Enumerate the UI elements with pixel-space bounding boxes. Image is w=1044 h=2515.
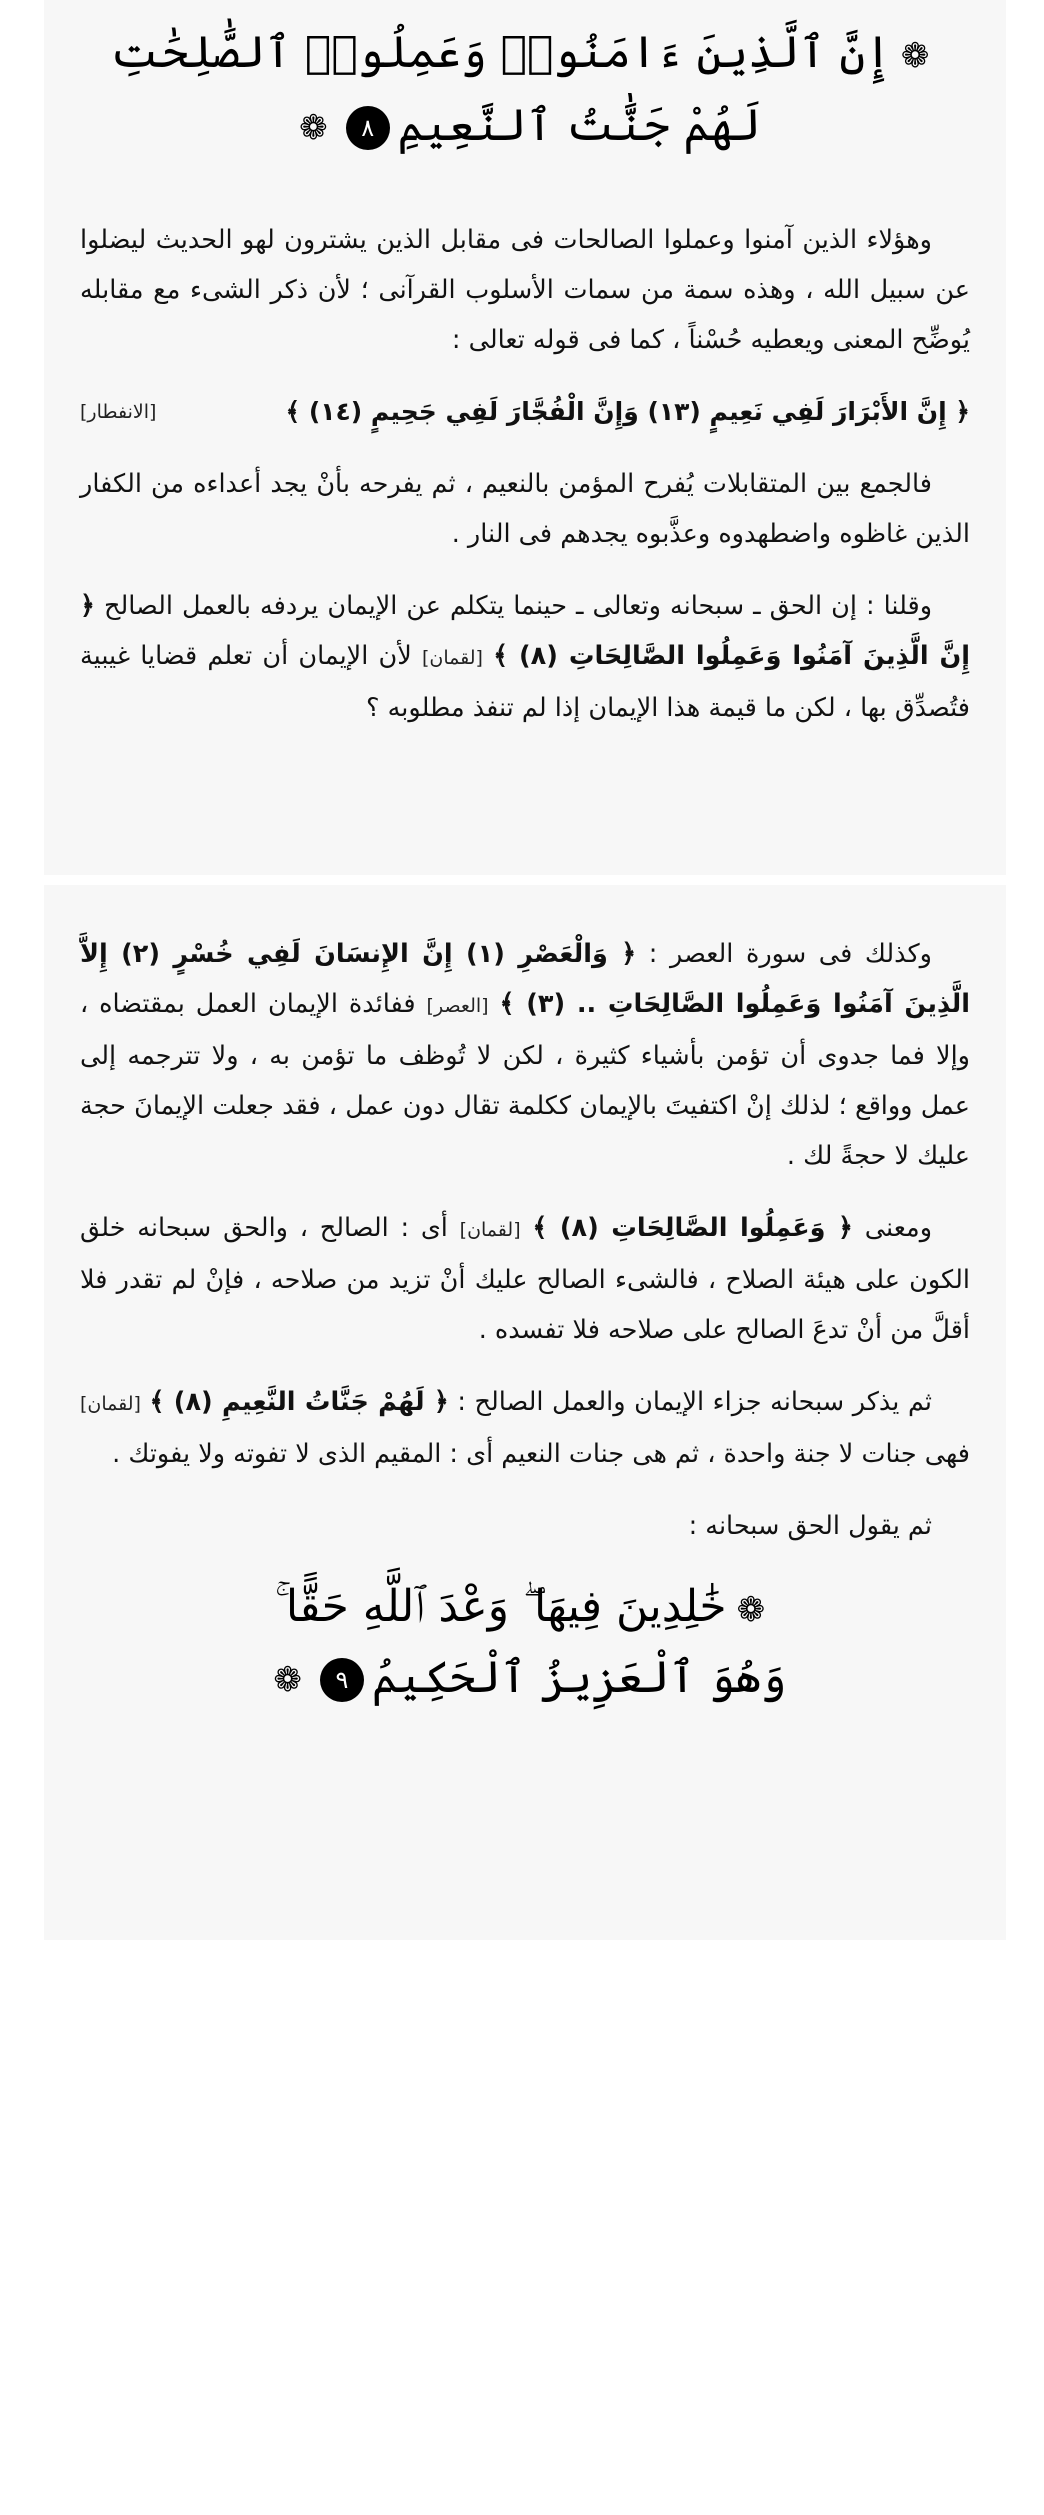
paragraph: وقلنا : إن الحق ـ سبحانه وتعالى ـ حينما يتكلم عن الإيمان يردفه بالعمل الصالح ﴿ إِنَّ الَّذِينَ آمَنُوا وَعَمِلُوا الصَّالِحَاتِ (٨) ﴾ [لقمان] لأن الإيمان أن تعلم قضايا غيبية فتُصدِّق بها ، لكن ما قيمة هذا الإيمان إذا لم تنفذ مطلوبه ؟ [80, 591, 971, 723]
verse-line: إِنَّ ٱلَّذِينَ ءَامَنُوا۟ وَعَمِلُوا۟ ٱلصَّٰلِحَٰتِ [110, 27, 891, 78]
paragraph: ومعنى ﴿ وَعَمِلُوا الصَّالِحَاتِ (٨) ﴾ [لقمان] أى : الصالح ، والحق سبحانه خلق الكون على هيئة الصلاح ، فالشىء الصالح عليك أنْ تزيد من صلاحه ، فإنْ لم تقدر فلا أقلَّ من أنْ تدعَ الصالح على صلاحه فلا تفسده . [80, 1213, 970, 1345]
paragraph: فالجمع بين المتقابلات يُفرح المؤمن بالنعيم ، ثم يفرحه بأنْ يجد أعداءه من الكفار الذين غاظوه واضطهدوه وعذَّبوه يجدهم فى النار . [80, 469, 970, 549]
quoted-verse: ﴿ وَالْعَصْرِ (١) إِنَّ الإِنسَانَ لَفِي خُسْرٍ (٢) إِلاَّ الَّذِينَ آمَنُوا وَعَمِلُوا الصَّالِحَاتِ .. (٣) ﴾ [80, 939, 970, 1019]
verse-line: لَهُمْ جَنَّٰتُ ٱلنَّعِيمِ [397, 99, 761, 151]
surah-reference: [لقمان] [80, 1393, 141, 1415]
ayah-number-badge: ٩ [320, 1658, 364, 1702]
quran-verse-header [44, 0, 1006, 163]
surah-reference: [لقمان] [421, 647, 483, 669]
ayah-number-badge: ٨ [346, 106, 390, 150]
paragraph: وكذلك فى سورة العصر : ﴿ وَالْعَصْرِ (١) إِنَّ الإِنسَانَ لَفِي خُسْرٍ (٢) إِلاَّ الَّذِينَ آمَنُوا وَعَمِلُوا الصَّالِحَاتِ .. (٣) ﴾ [العصر] ففائدة الإيمان العمل بمقتضاه ، وإلا فما جدوى أن تؤمن بأشياء كثيرة ، لكن لا تُوظف ما تؤمن به ، ولا تترجمه إلى عمل وواقع ؛ لذلك إنْ اكتفيتَ بالإيمان ككلمة تقال دون عمل ، فقد جعلت الإيمانَ حجة عليك لا حجةً لك . [80, 939, 970, 1171]
quoted-verse: ﴿ إِنَّ الأَبْرَارَ لَفِي نَعِيمٍ (١٣) وَإِنَّ الْفُجَّارَ لَفِي جَحِيمٍ (١٤) ﴾ [285, 397, 970, 426]
quoted-verse: ﴿ لَهُمْ جَنَّاتُ النَّعِيمِ (٨) ﴾ [149, 1387, 449, 1417]
page-block-1 [44, 0, 1006, 875]
surah-reference: [العصر] [426, 995, 489, 1017]
paragraph: ثم يذكر سبحانه جزاء الإيمان والعمل الصالح : ﴿ لَهُمْ جَنَّاتُ النَّعِيمِ (٨) ﴾ [لقمان] فهى جنات لا جنة واحدة ، ثم هى جنات النعيم أى : المقيم الذى لا تفوته ولا يفوتك . [80, 1387, 970, 1469]
paragraph: ثم يقول الحق سبحانه : [688, 1511, 932, 1541]
quoted-verse: ﴿ وَعَمِلُوا الصَّالِحَاتِ (٨) ﴾ [532, 1213, 853, 1243]
ornament-icon: ❁ [736, 1589, 766, 1630]
ornament-icon: ❁ [900, 35, 930, 76]
surah-reference: [الانفطار] [80, 401, 157, 423]
quoted-verse-line [44, 387, 1006, 437]
page-block-2 [44, 885, 1006, 1940]
surah-reference: [لقمان] [459, 1219, 521, 1241]
verse-line: خَٰلِدِينَ فِيهَا ۖ وَعْدَ ٱللَّهِ حَقًّا ۚ [274, 1581, 727, 1632]
quran-verse-footer [44, 1573, 1006, 1714]
ornament-icon: ❁ [299, 108, 328, 148]
ornament-icon: ❁ [273, 1660, 302, 1700]
paragraph: وهؤلاء الذين آمنوا وعملوا الصالحات فى مقابل الذين يشترون لهو الحديث ليضلوا عن سبيل الله ، وهذه سمة من سمات الأسلوب القرآنى ؛ لأن ذكر الشىء مع مقابله يُوضِّح المعنى ويعطيه حُسْناً ، كما فى قوله تعالى : [80, 225, 970, 355]
quoted-verse: ﴿ إِنَّ الَّذِينَ آمَنُوا وَعَمِلُوا الصَّالِحَاتِ (٨) ﴾ [80, 591, 971, 671]
verse-line: وَهُوَ ٱلْعَزِيزُ ٱلْحَكِيمُ [371, 1651, 787, 1703]
